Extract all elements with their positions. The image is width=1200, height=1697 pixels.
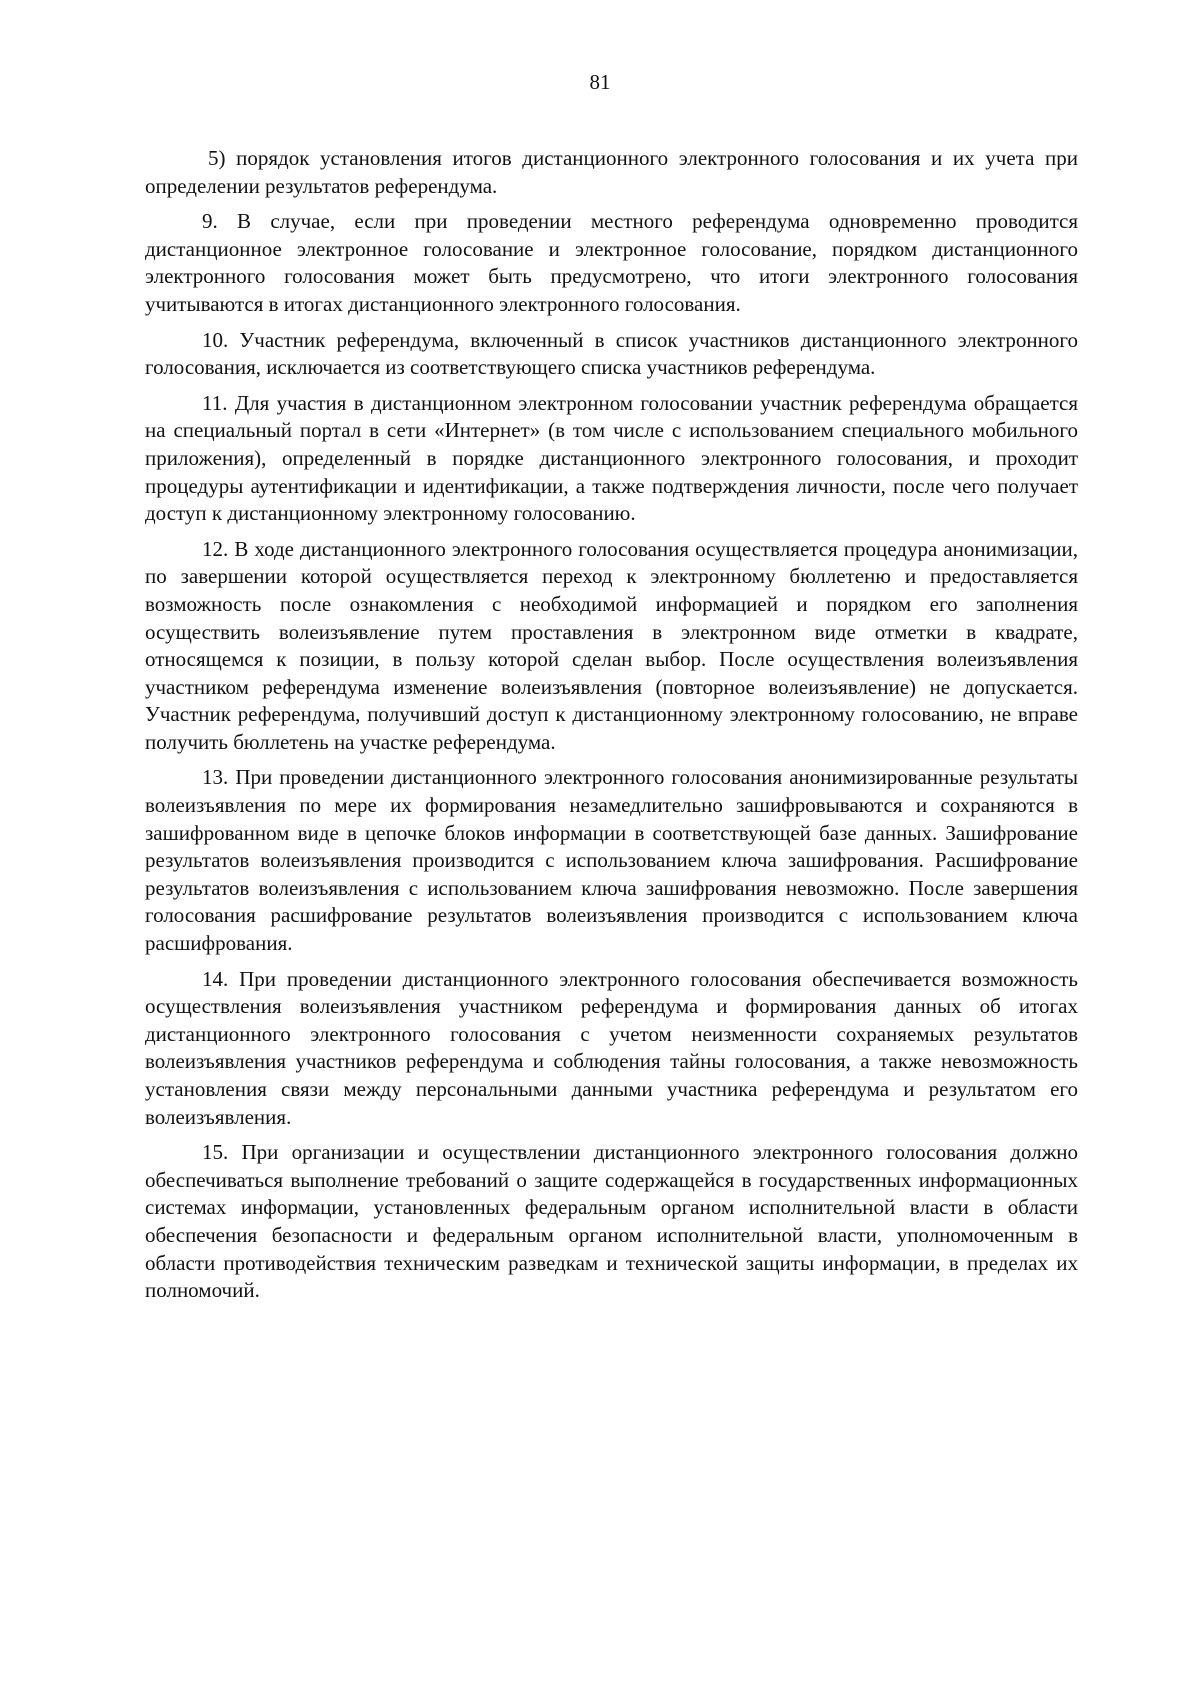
page-number: 81 (589, 70, 611, 94)
paragraph-item-5: 5) порядок установления итогов дистанционного электронного голосования и их учета при определении результатов референдума. (145, 146, 1078, 198)
paragraph-15: 15. При организации и осуществлении дистанционного электронного голосования должно обеспечиваться выполнение требований о защите содержащейся в государственных информационных системах информации, установленных федеральным органом исполнительной власти в области обеспечения безопасности и федеральным органом исполнительной власти, уполномоченным в области противодействия техническим разведкам и технической защиты информации, в пределах их полномочий. (145, 1140, 1078, 1303)
paragraph-9: 9. В случае, если при проведении местного референдума одновременно проводится дистанционное электронное голосование и электронное голосование, порядком дистанционного электронного голосования может быть предусмотрено, что итоги электронного голосования учитываются в итогах дистанционного электронного голосования. (145, 209, 1078, 316)
document-body (145, 145, 1078, 1313)
paragraph-11: 11. Для участия в дистанционном электронном голосовании участник референдума обращается на специальный портал в сети «Интернет» (в том числе с использованием специального мобильного приложения), определенный в порядке дистанционного электронного голосования, и проходит процедуры аутентификации и идентификации, а также подтверждения личности, после чего получает доступ к дистанционному электронному голосованию. (145, 390, 1078, 526)
paragraph-10: 10. Участник референдума, включенный в список участников дистанционного электронного голосования, исключается из соответствующего списка участников референдума. (145, 327, 1078, 380)
paragraph-14: 14. При проведении дистанционного электронного голосования обеспечивается возможность осуществления волеизъявления участником референдума и формирования данных об итогах дистанционного электронного голосования с учетом неизменности сохраняемых результатов волеизъявления участников референдума и соблюдения тайны голосования, а также невозможность установления связи между персональными данными участника референдума и результатом его волеизъявления. (145, 966, 1078, 1129)
paragraph-13: 13. При проведении дистанционного электронного голосования анонимизированные результаты волеизъявления по мере их формирования незамедлительно зашифровываются и сохраняются в зашифрованном виде в цепочке блоков информации в соответствующей базе данных. Зашифрование результатов волеизъявления производится с использованием ключа зашифрования. Расшифрование результатов волеизъявления с использованием ключа зашифрования невозможно. После завершения голосования расшифрование результатов волеизъявления производится с использованием ключа расшифрования. (145, 765, 1078, 956)
paragraph-12: 12. В ходе дистанционного электронного голосования осуществляется процедура анонимизации, по завершении которой осуществляется переход к электронному бюллетеню и предоставляется возможность после ознакомления с необходимой информацией и порядком его заполнения осуществить волеизъявление путем проставления в электронном виде отметки в квадрате, относящемся к позиции, в пользу которой сделан выбор. После осуществления волеизъявления участником референдума изменение волеизъявления (повторное волеизъявление) не допускается. Участник референдума, получивший доступ к дистанционному электронному голосованию, не вправе получить бюллетень на участке референдума. (145, 536, 1078, 754)
